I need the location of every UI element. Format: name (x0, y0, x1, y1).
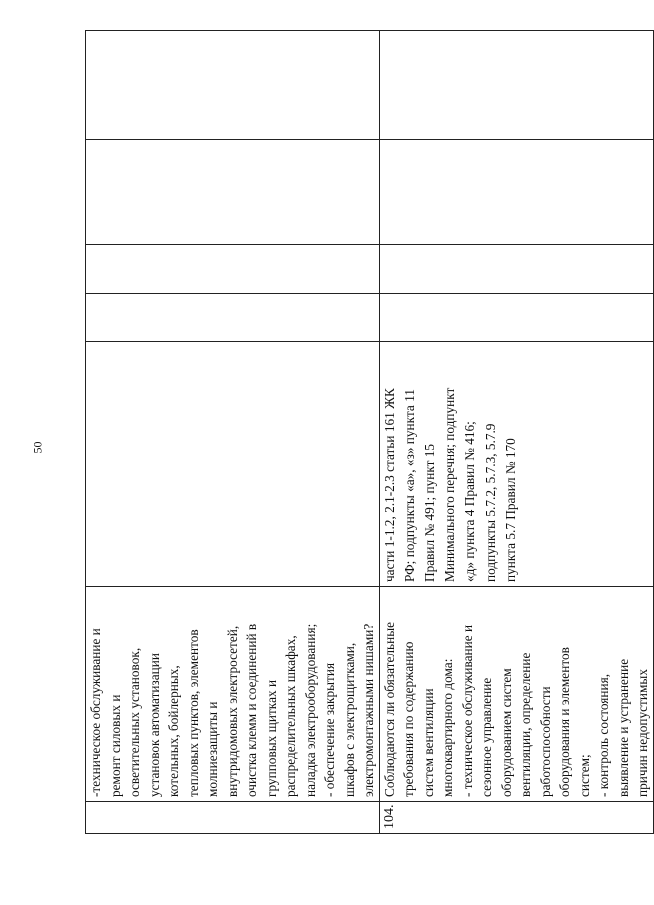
text-line: оборудованием систем (498, 668, 514, 797)
text-line: - техническое обслуживание и (459, 624, 475, 797)
answer-cell (86, 245, 380, 294)
text-line: систем; (576, 754, 592, 797)
row-number: 104. (379, 802, 653, 834)
text-line: электромонтажными нишами? (361, 623, 376, 797)
question-text (380, 587, 653, 801)
text-line: пункта 5.7 Правил № 170 (502, 438, 518, 582)
norms-cell (86, 342, 380, 587)
text-line: многоквартирного дома: (440, 658, 455, 797)
text-line: -техническое обслуживание и (88, 628, 103, 797)
text-line: распределительных шкафах, (283, 635, 298, 797)
norms-cell (379, 342, 653, 587)
answer-cell (379, 294, 653, 342)
checklist-table (85, 30, 654, 834)
question-text (86, 587, 379, 801)
table-sheet (85, 42, 650, 834)
norms-text (380, 342, 521, 586)
row-number (86, 802, 380, 834)
page-number: 50 (30, 441, 45, 454)
text-line: требования по содержанию (401, 641, 416, 797)
text-line: наладка электрооборудования; (302, 623, 318, 797)
text-line: систем вентиляции (420, 688, 436, 797)
comment-cell (379, 31, 653, 140)
text-line: котельных, бойлерных, (166, 665, 181, 797)
text-line: Правил № 491; пункт 15 (421, 443, 437, 582)
text-line: причин недопустимых (635, 669, 650, 797)
text-line: групповых щитках и (263, 679, 279, 797)
text-line: выявление и устранение (615, 658, 631, 797)
answer-cell (379, 245, 653, 294)
text-line: очистка клемм и соединений в (244, 623, 259, 797)
text-line: тепловых пунктов, элементов (185, 629, 201, 797)
text-line: вентиляции, определение (518, 652, 533, 797)
text-line: оборудования и элементов (557, 647, 572, 797)
text-line: РФ; подпункты «а», «з» пункта 11 (401, 389, 417, 582)
answer-cell (86, 294, 380, 342)
text-line: внутридомовых электросетей, (224, 625, 240, 797)
text-line: Минимального перечня; подпункт (442, 387, 458, 582)
table-row (379, 31, 653, 834)
text-line: ремонт силовых и (107, 694, 123, 797)
text-line: «д» пункта 4 Правил № 416; (462, 421, 478, 582)
answer-cell (379, 140, 653, 245)
text-line: работоспособности (537, 686, 553, 797)
question-cell (379, 587, 653, 802)
text-line: установок автоматизации (146, 653, 162, 797)
text-line: шкафов с электрощитками, (341, 642, 357, 797)
text-line: сезонное управление (479, 677, 494, 797)
text-line: - контроль состояния, (596, 673, 611, 797)
table-row (86, 31, 380, 834)
text-line: части 1-1.2, 2.1-2.3 статьи 161 ЖК (381, 388, 397, 582)
text-line: молниезащиты и (205, 701, 220, 797)
comment-cell (86, 31, 380, 140)
rotated-page (85, 42, 650, 834)
text-line: Соблюдаются ли обязательные (381, 621, 397, 797)
text-line: осветительных установок, (127, 647, 142, 797)
text-line: подпункты 5.7.2, 5.7.3, 5.7.9 (482, 423, 498, 582)
question-cell (86, 587, 380, 802)
answer-cell (86, 140, 380, 245)
text-line: - обеспечение закрытия (322, 662, 337, 797)
